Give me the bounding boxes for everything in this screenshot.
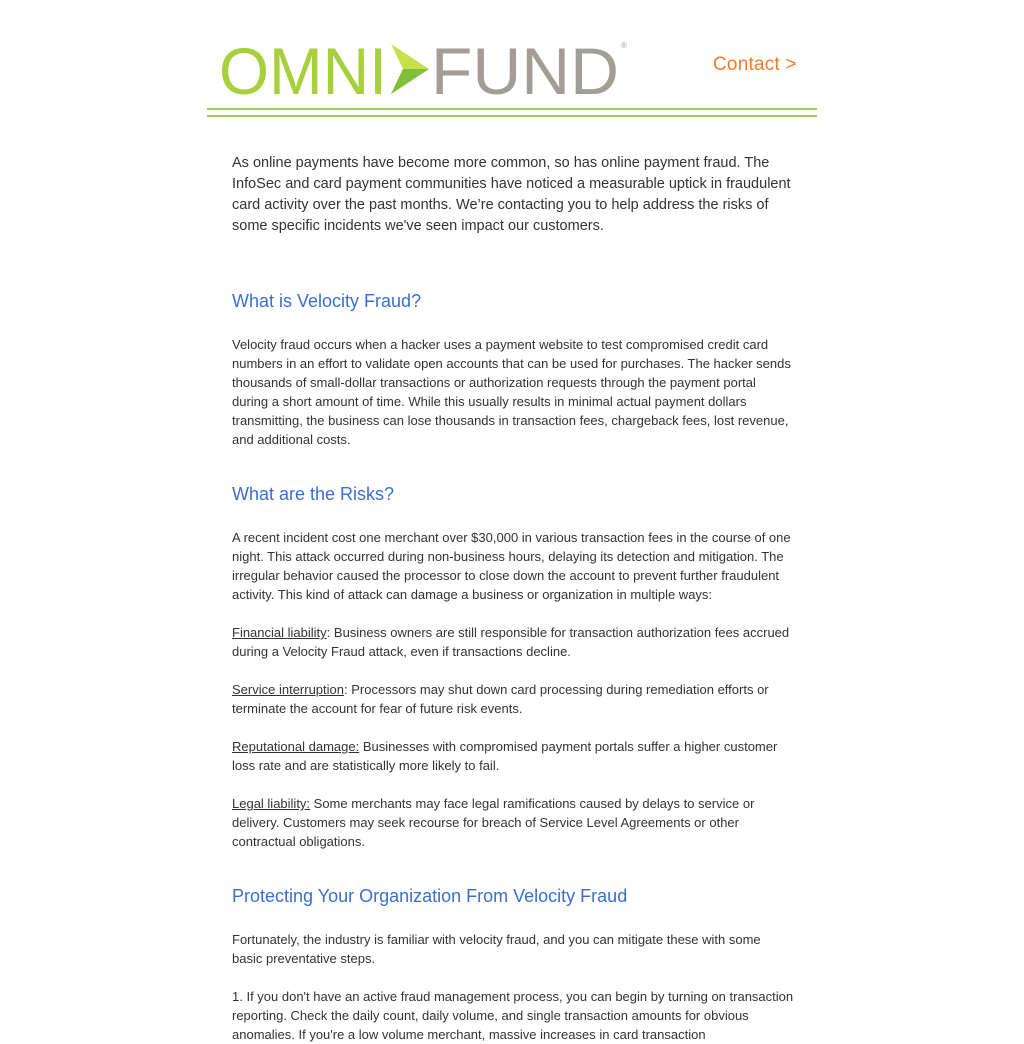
risk-description: Business owners are still responsible for transaction authorization fees accrued during a Velocity Fraud attack, even if transactions decline.: [232, 625, 790, 659]
logo-fund-text: FUND: [431, 34, 619, 108]
protecting-step-1-paragraph: 1. If you don't have an active fraud management process, you can begin by turning on transaction reporting. Check the daily count, daily volume, and single transaction amounts for obvious anomalies. If you're a low volume merchant, massive increases in card transaction: [232, 989, 794, 1042]
email-body: [232, 117, 794, 1044]
contact-link[interactable]: Contact >: [713, 54, 797, 75]
risk-description: Some merchants may face legal ramifications caused by delays to service or delivery. Customers may seek recourse for breach of Service Level Agreements or other contractual obligations.: [232, 796, 755, 849]
section-heading-protecting: Protecting Your Organization From Velocity Fraud: [232, 886, 628, 906]
risk-term-separator: :: [326, 625, 331, 640]
logo-arrow-shade-icon: [391, 69, 429, 94]
risk-description: Businesses with compromised payment portals suffer a higher customer loss rate and are statistically more likely to fail.: [232, 739, 778, 773]
protecting-intro-paragraph: Fortunately, the industry is familiar with velocity fraud, and you can mitigate these with some basic preventative steps.: [232, 932, 761, 966]
velocity-fraud-paragraph: Velocity fraud occurs when a hacker uses a payment website to test compromised credit card numbers in an effort to validate open accounts that can be used for purchases. The hacker sends thousands of small-dollar transactions or authorization requests through the payment portal during a short amount of time. While this usually results in minimal actual payment dollars transmitting, the business can lose thousands in transaction fees, chargeback fees, lost revenue, and additional costs.: [232, 337, 791, 447]
risk-term: Service interruption: [232, 682, 344, 697]
risk-item-legal: [232, 794, 794, 851]
risk-description: Processors may shut down card processing during remediation efforts or terminate the account for fear of future risk events.: [232, 682, 769, 716]
risk-item-reputational: [232, 737, 794, 775]
risk-term-separator: :: [344, 682, 348, 697]
email-container: [207, 0, 817, 1044]
section-heading-velocity-fraud: What is Velocity Fraud?: [232, 291, 422, 311]
logo-omni-text: OMNI: [219, 34, 387, 108]
section-heading-risks: What are the Risks?: [232, 484, 395, 504]
risk-term: Reputational damage:: [232, 739, 360, 754]
risk-term: Legal liability:: [232, 796, 311, 811]
omnifund-logo: [219, 34, 631, 108]
header-divider-top: [207, 108, 817, 110]
risks-intro-paragraph: A recent incident cost one merchant over $30,000 in various transaction fees in the course of one night. This attack occurred during non-business hours, delaying its detection and mitigation. The irregular behavior caused the processor to close down the account to prevent further fraudulent activity. This kind of attack can damage a business or organization in multiple ways:: [232, 530, 791, 602]
omnifund-logo-graphic: [219, 34, 631, 108]
email-header: [207, 34, 817, 108]
logo-registered-mark: ®: [621, 41, 627, 50]
risk-term: Financial liability: [232, 625, 327, 640]
intro-paragraph: As online payments have become more common, so has online payment fraud. The InfoSec and card payment communities have noticed a measurable uptick in fraudulent card activity over the past months. We’re contacting you to help address the risks of some specific incidents we've seen impact our customers.: [232, 155, 791, 234]
risk-item-financial: [232, 623, 794, 661]
risk-item-service: [232, 680, 794, 718]
